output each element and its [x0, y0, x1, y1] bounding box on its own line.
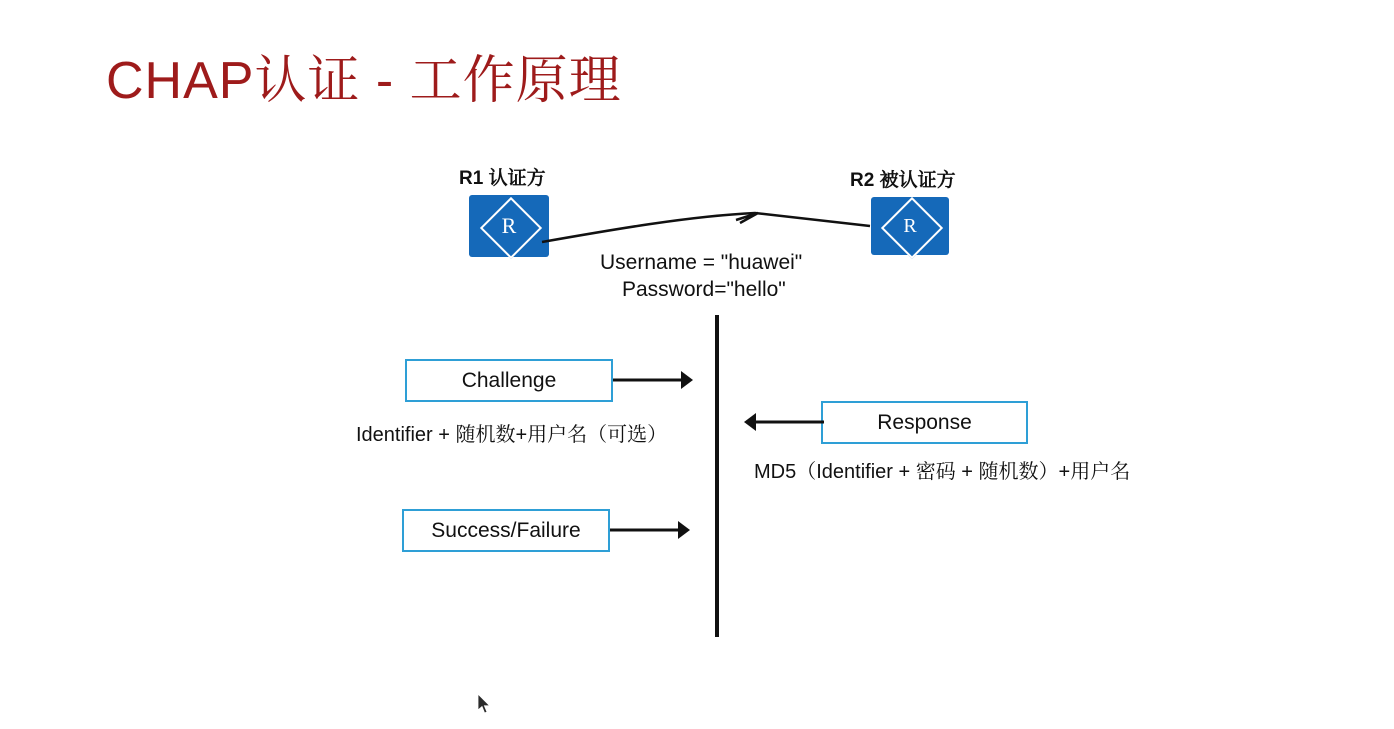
annotation-challenge: Identifier + 随机数+用户名（可选）: [356, 424, 668, 446]
router-label-r2: R2 被认证方: [850, 170, 956, 191]
arrow-challenge-right: [613, 363, 693, 397]
mouse-pointer-icon: [478, 694, 492, 714]
router-label-r1: R1 认证方: [459, 168, 546, 189]
timeline-divider: [715, 315, 719, 637]
arrow-response-left: [742, 405, 824, 439]
message-box-response: Response: [821, 401, 1028, 444]
link-username-text: Username = "huawei": [600, 251, 803, 274]
router-letter: R: [903, 215, 917, 237]
router-icon-r1: [469, 195, 549, 257]
link-password-text: Password="hello": [622, 278, 786, 301]
page-title: CHAP认证 - 工作原理: [106, 52, 622, 110]
message-box-challenge: Challenge: [405, 359, 613, 402]
router-letter: R: [501, 213, 517, 238]
annotation-response: MD5（Identifier + 密码 + 随机数）+用户名: [754, 461, 1131, 483]
message-box-success-failure: Success/Failure: [402, 509, 610, 552]
arrow-success-right: [610, 513, 690, 547]
